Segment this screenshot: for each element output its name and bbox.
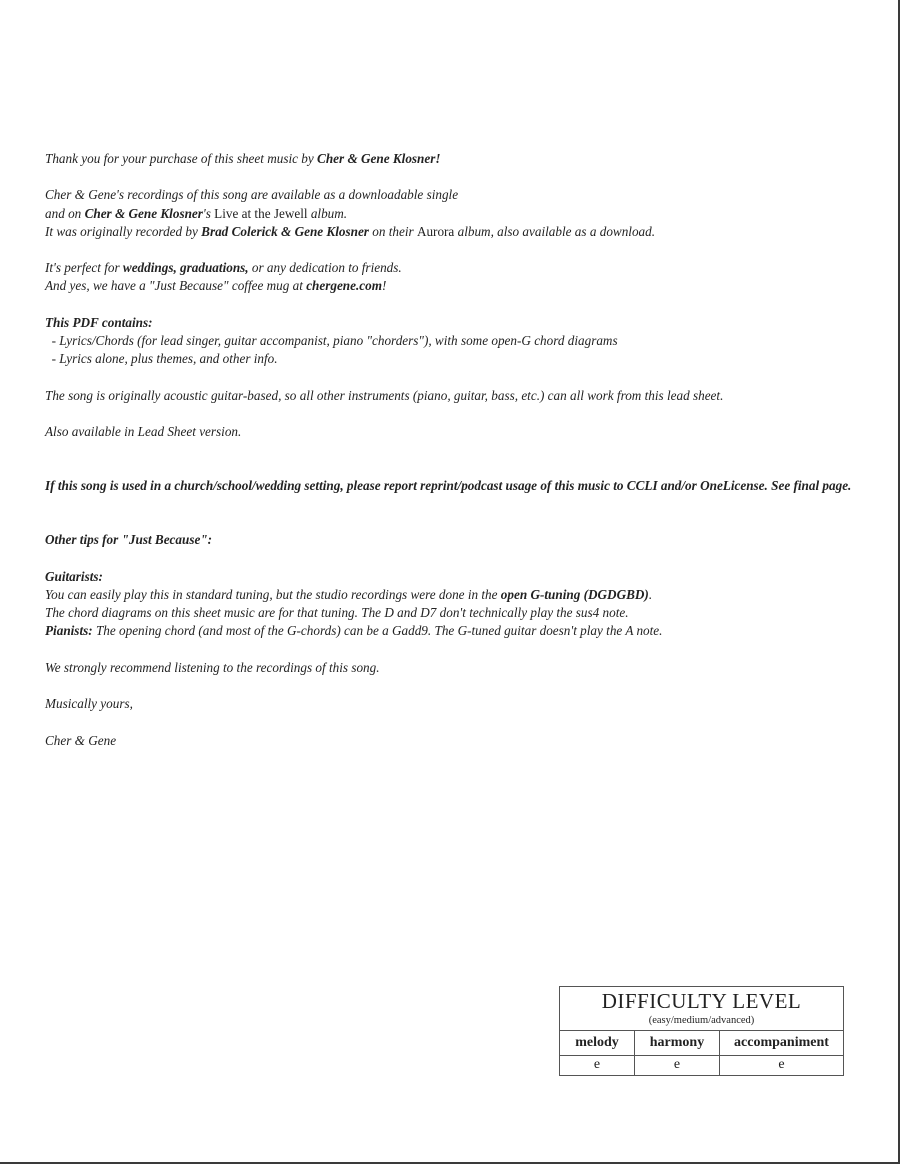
- difficulty-header-accompaniment: accompaniment: [719, 1031, 843, 1055]
- tips-heading: Other tips for "Just Because":: [45, 532, 213, 548]
- recordings-line-2-suffix: album.: [307, 205, 348, 221]
- contents-paragraph: [45, 314, 875, 369]
- occasions-line-2-prefix: And yes, we have a "Just Because" coffee mug at: [45, 278, 307, 294]
- occasions-line-1: [45, 259, 875, 277]
- recordings-paragraph: [45, 186, 875, 241]
- guitar-tip-line-1: [45, 586, 875, 604]
- pianist-tip-line: [45, 622, 875, 640]
- album-aurora: Aurora: [416, 223, 455, 239]
- open-g-tuning: open G-tuning (DGDGBD): [500, 586, 649, 602]
- pianists-text: The opening chord (and most of the G-chords) can be a Gadd9. The G-tuned guitar doesn't play the A note.: [92, 623, 663, 639]
- tips-paragraph: [45, 568, 875, 641]
- occasions-line-1-suffix: or any dedication to friends.: [248, 260, 402, 276]
- difficulty-subtitle: (easy/medium/advanced): [648, 1015, 755, 1026]
- tips-heading-paragraph: [45, 531, 875, 549]
- guitar-tip-suffix: .: [648, 586, 653, 602]
- signature: Cher & Gene: [45, 732, 117, 748]
- difficulty-value-row: [560, 1055, 843, 1076]
- difficulty-header-harmony: harmony: [634, 1031, 719, 1055]
- recordings-line-3-prefix: It was originally recorded by: [45, 223, 202, 239]
- difficulty-level-table: [559, 986, 844, 1076]
- thanks-paragraph: [45, 150, 875, 168]
- thanks-artist: Cher & Gene Klosner!: [317, 151, 441, 166]
- album-live-at-the-jewell: Live at the Jewell: [214, 205, 308, 221]
- guitarists-label: Guitarists:: [45, 568, 103, 584]
- difficulty-value-harmony: e: [634, 1056, 719, 1076]
- recordings-possessive: 's: [202, 205, 215, 221]
- recordings-line-3-mid: on their: [368, 223, 417, 239]
- contents-item: - Lyrics alone, plus themes, and other info.: [45, 351, 278, 367]
- recordings-line-1: Cher & Gene's recordings of this song are available as a downloadable single: [45, 187, 459, 203]
- occasions-line-1-prefix: It's perfect for: [45, 260, 123, 276]
- recordings-line-3: [45, 223, 875, 241]
- instruments-note: The song is originally acoustic guitar-based, so all other instruments (piano, guitar, bass, etc.) can all work from this lead sheet.: [45, 387, 724, 403]
- guitar-tip-line-2: The chord diagrams on this sheet music are for that tuning. The D and D7 don't technically play the sus4 note.: [45, 605, 629, 621]
- licensing-note: If this song is used in a church/school/wedding setting, please report reprint/podcast usage of this music to CCLI and/or OneLicense. See final page.: [45, 478, 852, 494]
- recordings-artist: Cher & Gene Klosner: [84, 205, 203, 221]
- recordings-line-2: [45, 205, 875, 223]
- recordings-line-2-prefix: and on: [45, 205, 85, 221]
- document-body: [45, 150, 875, 768]
- closing: Musically yours,: [45, 696, 133, 712]
- difficulty-value-accompaniment: e: [719, 1056, 843, 1076]
- occasions-paragraph: [45, 259, 875, 295]
- difficulty-header-row: [560, 1030, 843, 1055]
- occasions-bold: weddings, graduations,: [122, 260, 249, 276]
- occasions-line-2: [45, 277, 875, 295]
- difficulty-value-melody: e: [593, 1057, 601, 1072]
- contents-heading: This PDF contains:: [45, 314, 153, 330]
- recommendation: We strongly recommend listening to the recordings of this song.: [45, 659, 380, 675]
- occasions-line-2-suffix: !: [382, 278, 387, 294]
- difficulty-header-melody: melody: [575, 1035, 619, 1050]
- pianists-label: Pianists:: [45, 623, 93, 639]
- website-link[interactable]: chergene.com: [306, 278, 382, 294]
- difficulty-title: DIFFICULTY LEVEL: [601, 989, 802, 1013]
- original-artists: Brad Colerick & Gene Klosner: [201, 223, 369, 239]
- contents-item: - Lyrics/Chords (for lead singer, guitar accompanist, piano "chorders"), with some open-G chord diagrams: [45, 332, 618, 348]
- lead-sheet-note: Also available in Lead Sheet version.: [45, 423, 242, 439]
- recordings-line-3-suffix: album, also available as a download.: [454, 223, 656, 239]
- thanks-text: Thank you for your purchase of this sheet music by: [45, 151, 318, 166]
- guitar-tip-prefix: You can easily play this in standard tuning, but the studio recordings were done in the: [45, 586, 501, 602]
